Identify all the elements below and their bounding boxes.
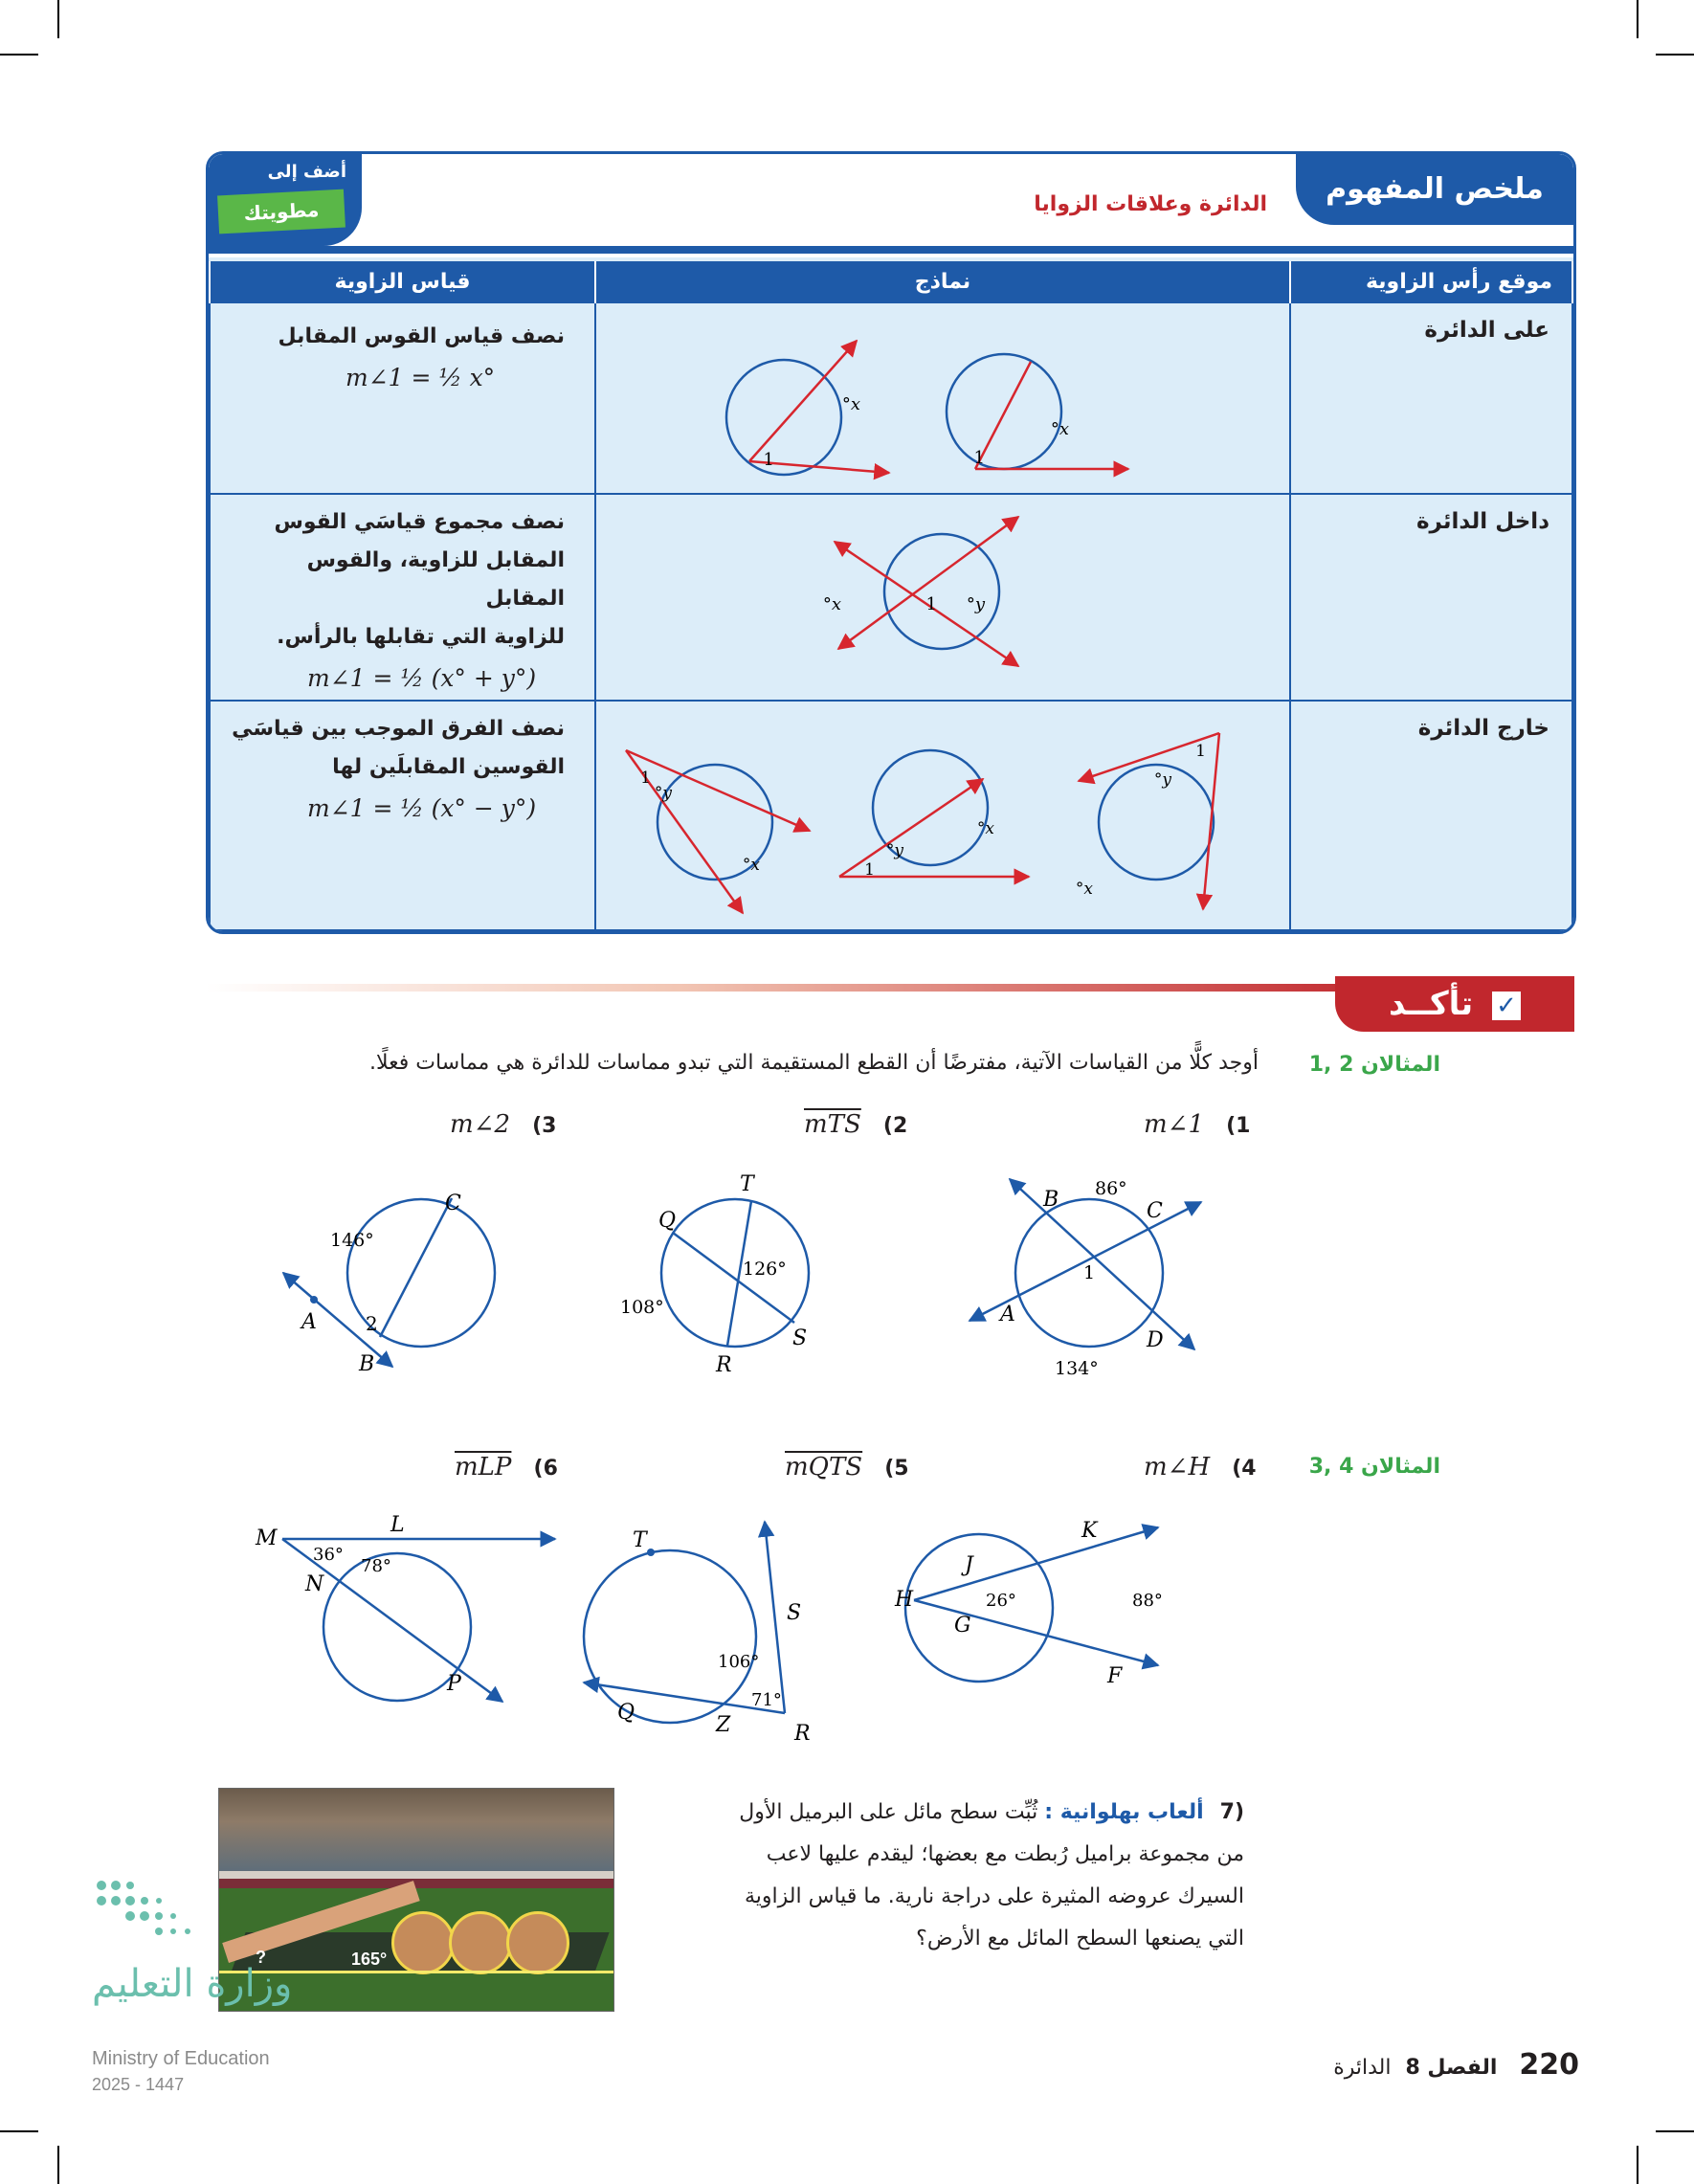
q-num: (1: [1226, 1114, 1251, 1138]
q7-line: السيرك عروضه المثيرة على دراجة نارية. ما قياس الزاوية: [745, 1884, 1244, 1908]
chapter-label: الفصل 8: [1405, 2056, 1498, 2080]
row-location: على الدائرة: [1424, 318, 1549, 343]
angle-label: 71°: [751, 1690, 782, 1710]
row-location: داخل الدائرة: [1415, 509, 1549, 534]
railing: [219, 1871, 613, 1879]
models-cell: [595, 701, 1290, 930]
arc-label: y°: [966, 594, 985, 614]
figure-q3: [249, 1192, 495, 1376]
foldable-label: مطويتك: [217, 189, 345, 234]
point-label: J: [965, 1553, 973, 1577]
point-label: Z: [716, 1713, 731, 1737]
q-num: (4: [1232, 1457, 1257, 1481]
summary-title: ملخص المفهوم: [1296, 154, 1573, 225]
point-label: T: [740, 1172, 754, 1196]
crop-mark: [1656, 54, 1694, 56]
arc-label: 88°: [1132, 1591, 1163, 1611]
q7-line: ثُبِّت سطح مائل على البرميل الأول: [739, 1800, 1038, 1824]
header-measure: قياس الزاوية: [210, 261, 595, 302]
table-row: [210, 302, 1572, 494]
angle-label: 2: [366, 1312, 378, 1335]
point-label: S: [787, 1601, 802, 1625]
row-location: خارج الدائرة: [1417, 716, 1549, 741]
concept-summary-box: [206, 151, 1576, 934]
q-label: $\overline{mTS}$: [804, 1110, 861, 1139]
q-label: m∠H: [1144, 1453, 1211, 1482]
ministry-logo-dots: [92, 1876, 226, 1962]
crop-mark: [57, 2146, 59, 2184]
ministry-year: 2025 - 1447: [92, 2075, 185, 2094]
crop-mark: [0, 54, 38, 56]
arc-label: y°: [1153, 770, 1171, 790]
ray: [749, 341, 857, 461]
arc-label: 78°: [361, 1556, 391, 1576]
rule-text: [212, 496, 593, 657]
point-label: S: [792, 1326, 808, 1350]
barrel: [506, 1911, 569, 1974]
rule-text: [212, 702, 593, 787]
angle-165: 165°: [351, 1950, 388, 1969]
instruction-text: أوجد كلًّا من القياسات الآتية، مفترضًا أن القطع المستقيمة التي تبدو مماسات للدائرة هي مماسات فعلًا.: [369, 1051, 1259, 1075]
point-label: C: [1147, 1199, 1163, 1223]
arc-label: x°: [1075, 880, 1093, 899]
rule-line: للزاوية التي تقابلها بالرأس.: [277, 625, 565, 649]
barrel: [449, 1911, 512, 1974]
crop-mark: [1637, 2146, 1638, 2184]
arc-label: x°: [841, 394, 860, 414]
question-6-label: [455, 1453, 558, 1482]
angle-label: 1: [763, 450, 774, 470]
ministry-name-ar: وزارة التعليم: [92, 1962, 293, 2006]
arc-label: 108°: [620, 1297, 664, 1318]
point-label: R: [794, 1722, 811, 1746]
q-label: $\overline{mLP}$: [455, 1453, 512, 1482]
point-label: D: [1147, 1328, 1164, 1352]
figures-row-2: [244, 1503, 1211, 1751]
model-on-circle: [597, 304, 1288, 492]
angle-label: 1: [1083, 1262, 1096, 1283]
page-footer: [1333, 2048, 1579, 2082]
arc-label: x°: [742, 856, 760, 875]
crowd: [219, 1789, 613, 1871]
example-ref: المثالان 4 ,3: [1308, 1455, 1440, 1479]
angle-label: 1: [925, 594, 937, 614]
measure-cell: [210, 701, 595, 930]
arc-label: 146°: [330, 1230, 374, 1251]
model-inside-circle: [597, 496, 1288, 699]
angle-label: 36°: [313, 1545, 344, 1565]
point-label: R: [716, 1353, 732, 1377]
point-label: P: [447, 1672, 461, 1696]
q7-topic: ألعاب بهلوانية :: [1044, 1800, 1204, 1824]
arc-label: x°: [822, 594, 841, 614]
summary-subtitle: الدائرة وعلاقات الزوايا: [1034, 192, 1267, 216]
figures-row-1: [249, 1158, 1263, 1397]
arc-label: x°: [1050, 419, 1069, 439]
point-label: K: [1081, 1519, 1098, 1543]
point-label: C: [445, 1192, 461, 1215]
crop-mark: [57, 0, 59, 38]
measure-cell: [210, 302, 595, 494]
arc-label: y°: [885, 841, 903, 860]
rule-line: القوسين المقابلَين لها: [332, 755, 565, 779]
circle: [884, 534, 999, 649]
angle-label: 1: [1195, 742, 1206, 761]
point-label: H: [895, 1588, 914, 1612]
rule-text: نصف قياس القوس المقابل: [278, 324, 565, 348]
barrier: [219, 1879, 613, 1888]
figure-q5: [584, 1522, 811, 1746]
question-3-label: [450, 1110, 556, 1139]
crop-mark: [1637, 0, 1638, 38]
question-7: [670, 1792, 1244, 1960]
point-label: A: [301, 1310, 317, 1334]
example-ref: المثالان 2 ,1: [1308, 1053, 1440, 1077]
crop-mark: [1656, 2130, 1694, 2132]
table-row: [210, 494, 1572, 701]
q-label: m∠1: [1144, 1110, 1204, 1139]
q-num: (6: [533, 1457, 558, 1481]
q-num: (7: [1219, 1800, 1244, 1824]
figure-q6: [255, 1513, 555, 1702]
ministry-name-en: Ministry of Education: [92, 2048, 270, 2069]
angle-label: 1: [973, 448, 985, 468]
question-1-label: [1144, 1110, 1250, 1139]
arc-label: 106°: [718, 1652, 760, 1672]
foldable-top-text: أضف إلى: [267, 162, 346, 182]
angle-label: 1: [864, 860, 875, 880]
q-label: m∠2: [450, 1110, 510, 1139]
point-label: N: [305, 1572, 324, 1596]
formula: m∠1 = ½ (x° + y°): [307, 664, 537, 692]
figure-q4: [894, 1519, 1163, 1688]
angle-label: 26°: [986, 1591, 1016, 1611]
q7-line: التي يصنعها السطح المائل مع الأرض؟: [916, 1927, 1244, 1950]
point-label: L: [390, 1513, 405, 1537]
check-icon: ✓: [1492, 992, 1521, 1020]
header-location: موقع رأس الزاوية: [1290, 261, 1572, 302]
formula: m∠1 = ½ (x° − y°): [307, 794, 537, 822]
point-label: Q: [658, 1209, 677, 1233]
table-row: [210, 701, 1572, 930]
models-cell: [595, 494, 1290, 701]
angle-label: 126°: [743, 1259, 787, 1280]
summary-table: [209, 261, 1573, 931]
question-2-label: [804, 1110, 907, 1139]
point-label: B: [1043, 1188, 1059, 1212]
rule-line: نصف مجموع قياسَي القوس: [274, 510, 565, 534]
check-title: [1335, 976, 1574, 1032]
arc-label: 86°: [1095, 1178, 1127, 1199]
check-title-text: تأكــد: [1388, 985, 1474, 1023]
point-label: Q: [617, 1701, 635, 1725]
figure-q2: [620, 1172, 809, 1377]
point-label: T: [633, 1528, 647, 1552]
barrel: [391, 1911, 455, 1974]
chapter-title: الدائرة: [1333, 2056, 1392, 2080]
models-cell: [595, 302, 1290, 494]
foldable-badge: [209, 154, 362, 246]
q-num: (3: [532, 1114, 557, 1138]
question-5-label: [785, 1453, 909, 1482]
header-models: نماذج: [595, 261, 1290, 302]
summary-header-bar: [209, 246, 1573, 254]
divider-gradient: [206, 984, 1383, 992]
rule-line: نصف الفرق الموجب بين قياسَي: [232, 717, 565, 741]
arc-label: 134°: [1055, 1358, 1099, 1379]
point-label: A: [1000, 1303, 1015, 1326]
point-label: F: [1107, 1664, 1123, 1688]
arc-label: x°: [976, 819, 994, 838]
q-num: (5: [884, 1457, 909, 1481]
measure-cell: [210, 494, 595, 701]
model-outside-circle: [597, 702, 1288, 928]
check-section-bar: [206, 976, 1574, 1034]
point-label: G: [954, 1614, 971, 1638]
crop-mark: [0, 2130, 38, 2132]
point-label: B: [359, 1352, 375, 1376]
rule-line: المقابل للزاوية، والقوس المقابل: [306, 548, 565, 611]
point-label: M: [256, 1527, 278, 1550]
angle-label: 1: [640, 769, 651, 788]
arc-label: y°: [654, 784, 672, 803]
q-label: mQTS: [785, 1453, 863, 1482]
q-num: (2: [882, 1114, 908, 1138]
unknown-angle: ?: [256, 1948, 266, 1967]
page-number: 220: [1519, 2048, 1579, 2082]
question-4-label: [1144, 1453, 1257, 1482]
q7-line: من مجموعة براميل رُبطت مع بعضها؛ ليقدم عليها لاعب: [766, 1842, 1244, 1866]
formula: m∠1 = ½ x°: [345, 364, 496, 391]
figure-q1: [970, 1178, 1201, 1379]
